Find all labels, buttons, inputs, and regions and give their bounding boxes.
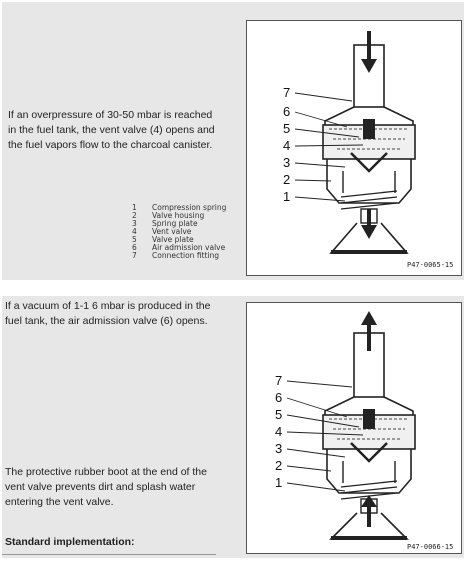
callout-label: 3 [275,441,283,456]
parts-legend [132,204,226,260]
vacuum-panel [2,296,464,558]
legend-item: 2 Valve housing [132,211,205,220]
valve-drawing [247,21,461,275]
overpressure-description: If an overpressure of 30-50 mbar is reached in the fuel tank, the vent valve (4) opens and the fuel vapors flow to the charcoal canister. [8,109,215,151]
legend-item: 1 Compression spring [132,203,227,212]
legend-item: 4 Vent valve [132,227,192,236]
valve-diagram-vacuum [246,302,462,554]
callout-label: 1 [275,475,283,490]
callout-label: 7 [275,373,283,388]
callout-label: 5 [275,407,283,422]
callout-label: 5 [283,121,291,136]
callout-label: 6 [283,104,291,119]
overpressure-panel [2,2,464,280]
flow-arrow-up-icon [361,311,377,325]
legend-item: 7 Connection fitting [132,251,220,260]
flow-arrow-down-icon [361,225,377,239]
legend-item: 6 Air admission valve [132,243,226,252]
standard-implementation-heading: Standard implementation: [5,536,135,548]
callout-label: 4 [275,424,283,439]
callout-label: 1 [283,189,291,204]
vacuum-description: If a vacuum of 1-1 6 mbar is produced in the fuel tank, the air admission valve (6) opens. [5,300,211,327]
callout-label: 4 [283,138,291,153]
flow-arrow-down-icon [361,59,377,73]
figure-code: P47-0066-15 [407,543,454,551]
callout-label: 2 [283,172,291,187]
rubber-boot-description: The protective rubber boot at the end of the vent valve prevents dirt and splash water entering the vent valve. [5,466,207,508]
section-divider [2,554,216,555]
callout-label: 2 [275,458,283,473]
callout-label: 3 [283,155,291,170]
legend-item: 5 Valve plate [132,235,194,244]
callout-label: 7 [283,85,291,100]
legend-item: 3 Spring plate [132,219,198,228]
valve-diagram-overpressure [246,20,462,276]
valve-drawing [247,303,461,553]
figure-code: P47-0065-15 [407,261,454,269]
callout-label: 6 [275,390,283,405]
